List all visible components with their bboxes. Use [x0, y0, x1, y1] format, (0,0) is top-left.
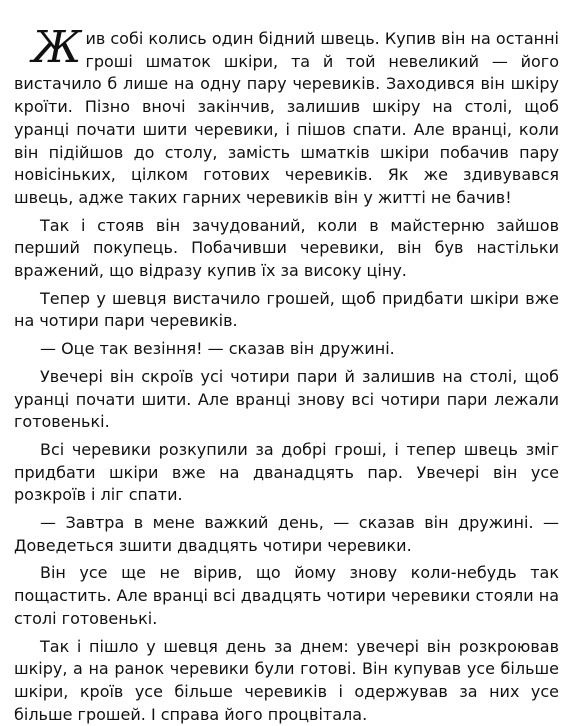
paragraph-3: Тепер у шевця вистачило грошей, щоб придбати шкіри вже на чотири пари черевиків. [14, 288, 559, 331]
paragraph-1-text: ив собі колись один бідний швець. Купив він на останні гроші шматок шкіри, та й той невеликий — його вистачило б лише на одну пару черевиків. Заходився він шкіру кроїти. Пізно вночі закінчив, залишив шкіру на столі, щоб уранці почати шити черевики, і пішов спати. Але вранці, коли він підійшов до столу, замість шматків шкіри побачив пару новісіньких, цілком готових черевиків. Як же здивувався швець, адже таких гарних черевиків він у житті не бачив! [14, 29, 559, 207]
paragraph-6: Всі черевики розкупили за добрі гроші, і тепер швець зміг придбати шкіри вже на дванадцять пар. Увечері він усе розкроїв і ліг спати. [14, 439, 559, 505]
paragraph-8: Він усе ще не вірив, що йому знову коли-небудь так пощастить. Але вранці всі двадцять чотири черевики стояли на столі готовенькі. [14, 563, 559, 628]
paragraph-7: — Завтра в мене важкий день, — сказав він дружині. — Доведеться зшити двадцять чотири черевики. [14, 513, 559, 555]
paragraph-5: Увечері він скроїв усі чотири пари й залишив на столі, щоб уранці почати шити. Але вранці знову всі чотири пари лежали готовенькі. [14, 366, 559, 432]
paragraph-4: — Оце так везіння! — сказав він дружині. [40, 339, 395, 359]
paragraph-9: Так і пішло у шевця день за днем: увечері він розкроював шкіру, а на ранок черевики були готові. Він купував усе більше шкіри, кроїв усе більше черевиків і одержував за них усе більше грошей. І справа його процвітала. [14, 636, 559, 724]
paragraph-2: Так і стояв він зачудований, коли в майстерню зайшов перший покупець. Побачивши черевики, він був настільки вражений, що відразу купив їх за високу ціну. [14, 215, 559, 281]
drop-cap: Ж [32, 22, 82, 73]
paragraph-1 [14, 22, 559, 210]
